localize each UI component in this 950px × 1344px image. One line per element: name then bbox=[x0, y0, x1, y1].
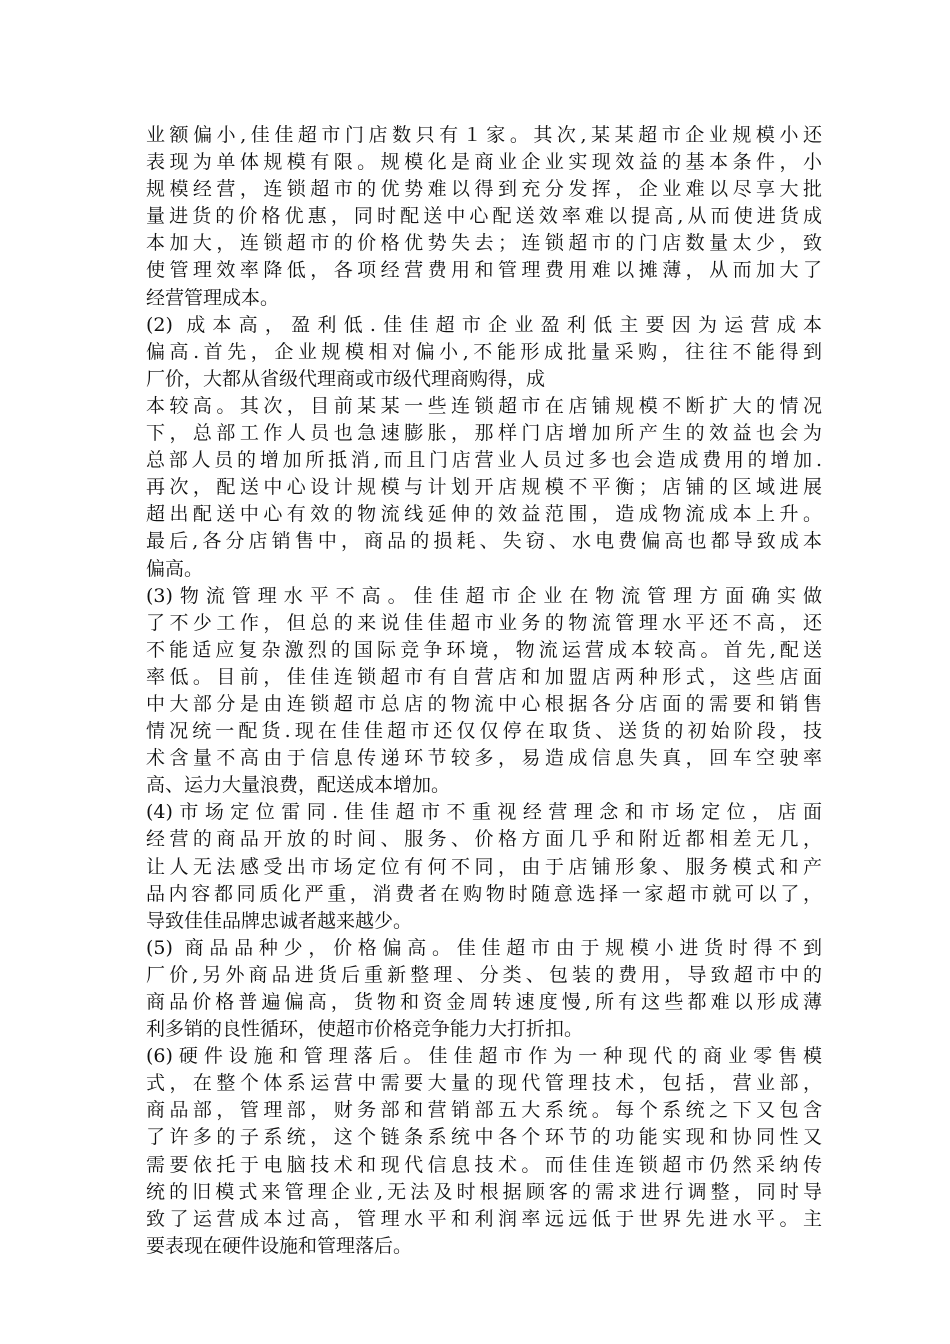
text-line: 中大部分是由连锁超市总店的物流中心根据各分店面的需要和销售 bbox=[146, 692, 822, 715]
text-line: 业额偏小,佳佳超市门店数只有１家。其次,某某超市企业规模小还 bbox=[146, 124, 822, 146]
text-line: 统的旧模式来管理企业,无法及时根据顾客的需求进行调整，同时导 bbox=[146, 1180, 822, 1203]
text-line: 偏高。 bbox=[146, 557, 204, 580]
text-line: (6)硬件设施和管理落后。佳佳超市作为一种现代的商业零售模 bbox=[146, 1045, 822, 1068]
text-line: 厂价，大都从省级代理商或市级代理商购得，成 bbox=[146, 367, 546, 390]
text-line: 了不少工作，但总的来说佳佳超市业务的物流管理水平还不高，还 bbox=[146, 611, 822, 634]
text-line: 总部人员的增加所抵消,而且门店营业人员过多也会造成费用的增加. bbox=[146, 449, 822, 472]
text-line: 式，在整个体系运营中需要大量的现代管理技术，包括，营业部， bbox=[146, 1072, 822, 1095]
text-line: 本较高。其次，目前某某一些连锁超市在店铺规模不断扩大的情况 bbox=[146, 394, 822, 417]
text-line: 本加大，连锁超市的价格优势失去；连锁超市的门店数量太少，致 bbox=[146, 232, 822, 255]
text-line: 经营的商品开放的时间、服务、价格方面几乎和附近都相差无几， bbox=[146, 828, 822, 851]
text-line: 表现为单体规模有限。规模化是商业企业实现效益的基本条件，小 bbox=[146, 151, 822, 174]
text-line: 导致佳佳品牌忠诚者越来越少。 bbox=[146, 909, 413, 932]
text-line: (3)物流管理水平不高。佳佳超市企业在物流管理方面确实做 bbox=[146, 584, 822, 607]
text-line: 率低。目前，佳佳连锁超市有自营店和加盟店两种形式，这些店面 bbox=[146, 665, 822, 688]
text-line: 了许多的子系统，这个链条系统中各个环节的功能实现和协同性又 bbox=[146, 1126, 822, 1149]
text-line: 经营管理成本。 bbox=[146, 286, 280, 309]
text-line: 偏高.首先，企业规模相对偏小,不能形成批量采购，往往不能得到 bbox=[146, 340, 822, 363]
body-text bbox=[146, 122, 822, 1260]
text-line: 规模经营，连锁超市的优势难以得到充分发挥，企业难以尽享大批 bbox=[146, 178, 822, 201]
text-line: 高、运力大量浪费，配送成本增加。 bbox=[146, 774, 451, 797]
text-line: 使管理效率降低，各项经营费用和管理费用难以摊薄，从而加大了 bbox=[146, 259, 822, 282]
text-line: (4)市场定位雷同.佳佳超市不重视经营理念和市场定位，店面 bbox=[146, 801, 822, 824]
text-line: 需要依托于电脑技术和现代信息技术。而佳佳连锁超市仍然采纳传 bbox=[146, 1153, 822, 1176]
text-line: (5) 商品品种少，价格偏高。佳佳超市由于规模小进货时得不到 bbox=[146, 936, 822, 959]
text-line: 厂价,另外商品进货后重新整理、分类、包装的费用，导致超市中的 bbox=[146, 963, 822, 986]
text-line: 致了运营成本过高，管理水平和利润率远远低于世界先进水平。主 bbox=[146, 1207, 822, 1230]
text-line: 品内容都同质化严重，消费者在购物时随意选择一家超市就可以了， bbox=[146, 882, 822, 905]
text-line: (2) 成本高，盈利低.佳佳超市企业盈利低主要因为运营成本 bbox=[146, 313, 822, 336]
text-line: 不能适应复杂激烈的国际竞争环境，物流运营成本较高。首先,配送 bbox=[146, 638, 822, 661]
text-line: 利多销的良性循环，使超市价格竞争能力大打折扣。 bbox=[146, 1018, 584, 1041]
text-line: 情况统一配货.现在佳佳超市还仅仅停在取货、送货的初始阶段，技 bbox=[146, 720, 822, 743]
text-line: 最后,各分店销售中，商品的损耗、失窃、水电费偏高也都导致成本 bbox=[146, 530, 822, 553]
text-line: 让人无法感受出市场定位有何不同，由于店铺形象、服务模式和产 bbox=[146, 855, 822, 878]
text-line: 量进货的价格优惠，同时配送中心配送效率难以提高,从而使进货成 bbox=[146, 205, 822, 228]
text-line: 再次，配送中心设计规模与计划开店规模不平衡；店铺的区域进展 bbox=[146, 476, 822, 499]
text-line: 商品部，管理部，财务部和营销部五大系统。每个系统之下又包含 bbox=[146, 1099, 822, 1122]
text-line: 商品价格普遍偏高，货物和资金周转速度慢,所有这些都难以形成薄 bbox=[146, 991, 822, 1013]
text-line: 超出配送中心有效的物流线延伸的效益范围，造成物流成本上升。 bbox=[146, 503, 822, 526]
text-line: 术含量不高由于信息传递环节较多，易造成信息失真，回车空驶率 bbox=[146, 747, 822, 770]
text-line: 要表现在硬件设施和管理落后。 bbox=[146, 1234, 413, 1257]
text-line: 下，总部工作人员也急速膨胀，那样门店增加所产生的效益也会为 bbox=[146, 422, 822, 445]
